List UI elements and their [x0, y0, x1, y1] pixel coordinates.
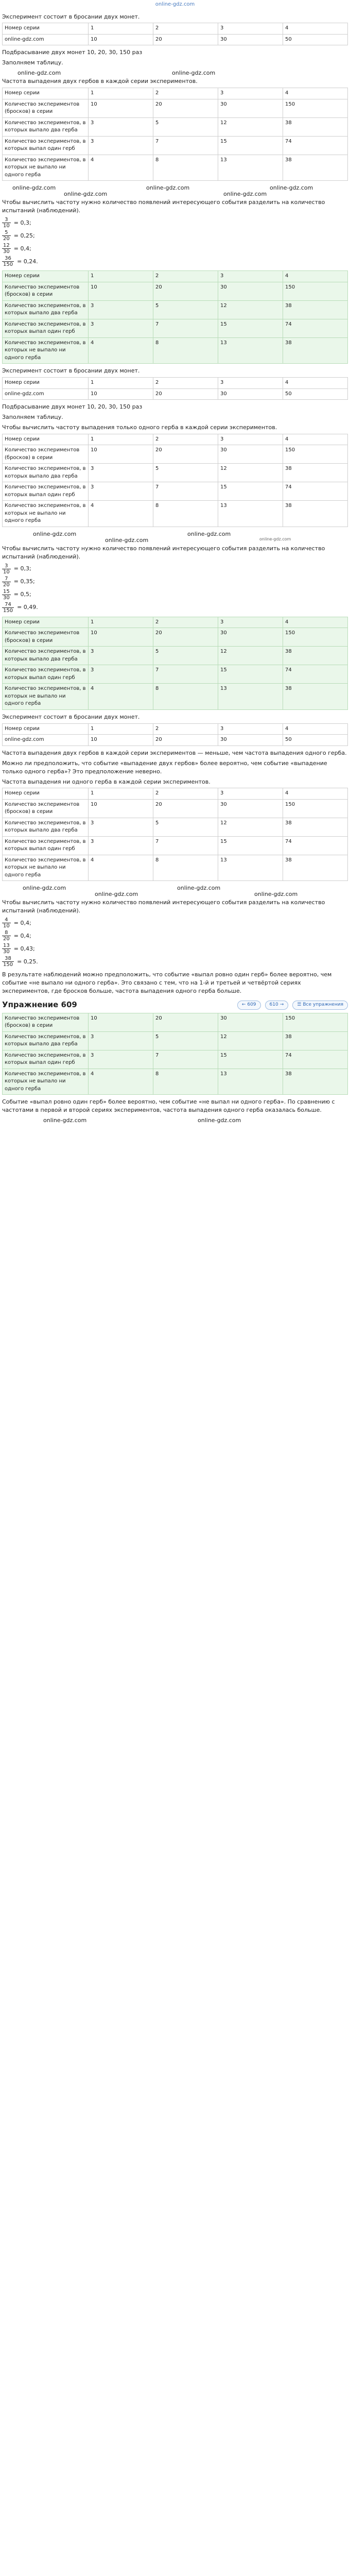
fraction-result: = 0,4;: [13, 932, 31, 939]
table-header: Номер серии: [3, 271, 89, 282]
table-cell: 2: [153, 434, 218, 445]
table-row-label: Количество экспериментов, в которых не выпало ни одного герба: [3, 337, 89, 364]
table-cell: 74: [283, 665, 347, 684]
table-cell: 13: [218, 337, 283, 364]
table-cell: 38: [283, 1069, 347, 1095]
table-cell: 5: [153, 818, 218, 836]
data-table-a: [2, 88, 348, 181]
table-cell: 38: [283, 1031, 347, 1050]
calc-text: Чтобы вычислить частоту нужно количество появлений интересующего события разделить на количество испытаний (наблюдений).: [2, 545, 325, 560]
table-cell: 10: [88, 799, 153, 818]
table-cell: 13: [218, 155, 283, 181]
watermark: online-gdz.com: [223, 191, 267, 198]
table-cell: 38: [283, 684, 347, 710]
section-text: Эксперимент состоит в бросании двух монет.: [2, 367, 140, 375]
table-header: Номер серии: [3, 434, 89, 445]
table-cell: 1: [88, 788, 153, 800]
table-cell: 3: [88, 818, 153, 836]
table-cell: 20: [153, 34, 218, 45]
fraction-result: = 0,3;: [13, 565, 31, 572]
table-cell: 74: [283, 482, 347, 501]
table-cell: 3: [88, 836, 153, 855]
table-cell: 150: [283, 628, 347, 647]
list-icon: ☰: [297, 1002, 302, 1008]
table-cell: 150: [283, 99, 347, 117]
data-table-d: [2, 617, 348, 710]
table-cell: 3: [88, 117, 153, 136]
table-cell: 3: [218, 617, 283, 628]
table-cell: 30: [218, 445, 283, 464]
table-cell: 1: [88, 271, 153, 282]
caption: Подбрасывание двух монет 10, 20, 30, 150 раз: [2, 49, 143, 56]
table-cell: 1: [88, 378, 153, 389]
table-cell: 8: [153, 855, 218, 881]
section-text: Заполняем таблицу.: [2, 414, 63, 420]
table-cell: 20: [153, 445, 218, 464]
table-cell: 4: [283, 88, 347, 99]
table-cell: 3: [88, 1031, 153, 1050]
table-cell: 12: [218, 300, 283, 319]
table-cell: 13: [218, 501, 283, 527]
table-row-label: online-gdz.com: [3, 735, 89, 746]
table-cell: 3: [88, 665, 153, 684]
table-cell: 2: [153, 723, 218, 735]
watermark: online-gdz.com: [259, 536, 291, 541]
table-cell: 5: [153, 464, 218, 482]
fraction: $\frac{74}{150}$: [3, 601, 13, 614]
table-row-label: Количество экспериментов, в которых не выпало ни одного герба: [3, 855, 89, 881]
table-cell: 3: [88, 319, 153, 337]
table-cell: 30: [218, 735, 283, 746]
table-cell: 38: [283, 300, 347, 319]
table-cell: 3: [218, 434, 283, 445]
fraction-list-no-head: [2, 917, 348, 968]
table-cell: 3: [88, 1050, 153, 1069]
watermark: online-gdz.com: [270, 184, 313, 192]
table-cell: 4: [88, 855, 153, 881]
table-cell: 20: [153, 628, 218, 647]
table-cell: 4: [88, 337, 153, 364]
table-cell: 4: [283, 617, 347, 628]
table-cell: 8: [153, 684, 218, 710]
table-cell: 13: [218, 855, 283, 881]
table-cell: 38: [283, 117, 347, 136]
table-cell: 20: [153, 282, 218, 300]
table-header: Номер серии: [3, 617, 89, 628]
table-cell: 30: [218, 1013, 283, 1031]
next-exercise-button[interactable]: 610 →: [265, 1001, 289, 1009]
table-row-label: Количество экспериментов, в которых не выпало ни одного герба: [3, 684, 89, 710]
table-cell: 2: [153, 378, 218, 389]
intro-text: Эксперимент состоит в бросании двух монет.: [2, 13, 140, 20]
table-row-label: Количество экспериментов, в которых выпал один герб: [3, 482, 89, 501]
table-cell: 1: [88, 23, 153, 35]
table-cell: 7: [153, 1050, 218, 1069]
watermark: online-gdz.com: [254, 891, 298, 898]
fraction: $\frac{4}{10}$: [3, 917, 10, 929]
table-cell: 12: [218, 1031, 283, 1050]
section-text: Эксперимент состоит в бросании двух монет.: [2, 713, 140, 720]
conclusion-text: В результате наблюдений можно предположить, что событие «выпал ровно один герб» более вероятно, чем событие «не выпало ни одного герба». Это связано с тем, что на 1-й и третьей и четвёртой сериях экспериментов, где бросков больше, частота выпадения одного герба больше.: [2, 971, 332, 995]
table-row-label: Количество экспериментов (бросков) в серии: [3, 445, 89, 464]
watermark: online-gdz.com: [64, 191, 108, 198]
table-row-label: Количество экспериментов, в которых выпало два герба: [3, 464, 89, 482]
table-row-label: Количество экспериментов (бросков) в серии: [3, 628, 89, 647]
table-cell: 1: [88, 723, 153, 735]
table-cell: 4: [283, 271, 347, 282]
table-cell: 10: [88, 388, 153, 400]
table-cell: 74: [283, 319, 347, 337]
table-cell: 15: [218, 482, 283, 501]
fraction-result: = 0,3;: [13, 219, 31, 226]
table-cell: 150: [283, 799, 347, 818]
table-row-label: Количество экспериментов, в которых выпал один герб: [3, 665, 89, 684]
fraction-list-one-head: [2, 563, 348, 614]
table-row-label: Количество экспериментов, в которых выпало два герба: [3, 117, 89, 136]
table-cell: 1: [88, 434, 153, 445]
exercise-title: Упражнение 609: [2, 1000, 77, 1010]
watermark: online-gdz.com: [177, 885, 221, 892]
watermark: online-gdz.com: [146, 184, 190, 192]
fraction-result: = 0,25.: [17, 958, 38, 965]
table-cell: 150: [283, 1013, 347, 1031]
table-cell: 12: [218, 647, 283, 665]
table-cell: 3: [218, 271, 283, 282]
calc-text: Чтобы вычислить частоту выпадения только одного герба в каждой серии экспериментов.: [2, 423, 277, 431]
table-cell: 50: [283, 34, 347, 45]
table-cell: 7: [153, 836, 218, 855]
section-text: Заполняем таблицу.: [2, 59, 63, 66]
fraction: $\frac{38}{150}$: [3, 956, 13, 968]
fraction-result: = 0,5;: [13, 591, 31, 598]
calc-text: Чтобы вычислить частоту нужно количество появлений интересующего события разделить на количество испытаний (наблюдений).: [2, 199, 325, 214]
table-cell: 7: [153, 136, 218, 155]
table-row-label: Номер серии: [3, 378, 89, 389]
prev-exercise-button[interactable]: ← 609: [237, 1001, 261, 1009]
table-cell: 5: [153, 300, 218, 319]
table-row-label: online-gdz.com: [3, 34, 89, 45]
table-cell: 50: [283, 735, 347, 746]
table-row-label: Количество экспериментов, в которых выпал один герб: [3, 136, 89, 155]
table-cell: 30: [218, 99, 283, 117]
table-cell: 10: [88, 735, 153, 746]
series-table-2: [2, 377, 348, 400]
fraction-result: = 0,4;: [13, 919, 31, 926]
table-cell: 10: [88, 34, 153, 45]
table-row-label: Количество экспериментов (бросков) в серии: [3, 282, 89, 300]
table-cell: 38: [283, 337, 347, 364]
table-cell: 4: [283, 23, 347, 35]
table-cell: 3: [218, 23, 283, 35]
table-cell: 38: [283, 647, 347, 665]
table-cell: 3: [88, 300, 153, 319]
table-cell: 20: [153, 99, 218, 117]
table-cell: 30: [218, 628, 283, 647]
table-cell: 2: [153, 88, 218, 99]
table-cell: 12: [218, 117, 283, 136]
data-table-e: [2, 788, 348, 881]
fraction: $\frac{3}{10}$: [3, 563, 10, 575]
table-cell: 5: [153, 1031, 218, 1050]
caption: Подбрасывание двух монет 10, 20, 30, 150 раз: [2, 403, 143, 411]
table-row-label: Количество экспериментов, в которых не выпало ни одного герба: [3, 1069, 89, 1095]
table-row-label: Количество экспериментов, в которых выпало два герба: [3, 300, 89, 319]
table-row-label: Количество экспериментов, в которых выпало два герба: [3, 647, 89, 665]
table-cell: 10: [88, 445, 153, 464]
table-row-label: Количество экспериментов, в которых выпал один герб: [3, 1050, 89, 1069]
table-cell: 1: [88, 617, 153, 628]
table-cell: 8: [153, 337, 218, 364]
table-cell: 4: [283, 434, 347, 445]
table-cell: 5: [153, 647, 218, 665]
table-cell: 4: [88, 684, 153, 710]
table-row-label: Количество экспериментов, в которых выпал один герб: [3, 836, 89, 855]
watermark: online-gdz.com: [198, 1117, 241, 1124]
table-cell: 30: [218, 282, 283, 300]
fraction: $\frac{15}{30}$: [3, 588, 10, 601]
watermark: online-gdz.com: [18, 70, 61, 77]
fraction-result: = 0,49.: [17, 604, 38, 611]
table-cell: 3: [88, 482, 153, 501]
table-cell: 3: [218, 378, 283, 389]
hypothesis-text: Можно ли предположить, что событие «выпадение двух гербов» более вероятно, чем событие «выпадение только одного герба»? Это предположение неверно.: [2, 759, 327, 775]
table-cell: 3: [218, 88, 283, 99]
table-cell: 5: [153, 117, 218, 136]
table-cell: 2: [153, 23, 218, 35]
table-cell: 4: [88, 155, 153, 181]
fraction-result: = 0,24.: [17, 258, 38, 265]
table-cell: 2: [153, 788, 218, 800]
arrow-right-icon: →: [279, 1002, 284, 1008]
table-row-label: Номер серии: [3, 723, 89, 735]
table-cell: 30: [218, 799, 283, 818]
all-exercises-button[interactable]: ☰ Все упражнения: [292, 1001, 348, 1009]
fraction: $\frac{7}{20}$: [3, 575, 10, 588]
table-cell: 150: [283, 282, 347, 300]
watermark: online-gdz.com: [172, 70, 216, 77]
table-cell: 8: [153, 501, 218, 527]
fraction-result: = 0,4;: [13, 245, 31, 252]
table-cell: 20: [153, 388, 218, 400]
table-cell: 7: [153, 482, 218, 501]
table-cell: 30: [218, 388, 283, 400]
table-cell: 4: [283, 788, 347, 800]
table-cell: 74: [283, 136, 347, 155]
calc-text: Частота выпадения ни одного герба в каждой серии экспериментов.: [2, 778, 211, 785]
table-cell: 7: [153, 665, 218, 684]
table-cell: 15: [218, 136, 283, 155]
table-cell: 15: [218, 319, 283, 337]
fraction: $\frac{8}{20}$: [3, 930, 10, 942]
watermark: online-gdz.com: [33, 530, 77, 537]
table-cell: 4: [283, 378, 347, 389]
table-cell: 15: [218, 1050, 283, 1069]
table-cell: 2: [153, 617, 218, 628]
calc-text: Чтобы вычислить частоту нужно количество появлений интересующего события разделить на количество испытаний (наблюдений).: [2, 899, 325, 914]
table-cell: 10: [88, 282, 153, 300]
watermark: online-gdz.com: [105, 536, 149, 544]
table-row-label: Количество экспериментов (бросков) в серии: [3, 99, 89, 117]
table-cell: 4: [283, 723, 347, 735]
exercise-nav: [2, 999, 348, 1011]
table-cell: 3: [218, 723, 283, 735]
table-cell: 20: [153, 799, 218, 818]
page: [0, 0, 350, 1123]
table-row-label: Количество экспериментов, в которых выпал один герб: [3, 319, 89, 337]
table-cell: 74: [283, 1050, 347, 1069]
table-row-label: Номер серии: [3, 23, 89, 35]
table-cell: 8: [153, 155, 218, 181]
watermark: online-gdz.com: [12, 184, 56, 192]
fraction: $\frac{36}{150}$: [3, 256, 13, 268]
fraction-list-two-heads: [2, 217, 348, 267]
table-row-label: Количество экспериментов, в которых выпало два герба: [3, 818, 89, 836]
final-text: Событие «выпал ровно один герб» более вероятно, чем событие «не выпал ни одного герба». По сравнению с частотами в первой и второй сериях экспериментов, частота выпадения одного герба оказалась больше.: [2, 1098, 335, 1114]
series-table-1: [2, 23, 348, 45]
table-cell: 8: [153, 1069, 218, 1095]
watermark: online-gdz.com: [43, 1117, 87, 1124]
table-cell: 10: [88, 1013, 153, 1031]
data-table-b: [2, 270, 348, 364]
table-cell: 13: [218, 1069, 283, 1095]
table-row-label: Количество экспериментов, в которых не выпало ни одного герба: [3, 155, 89, 181]
table-row-label: Количество экспериментов, в которых не выпало ни одного герба: [3, 501, 89, 527]
site-header-link[interactable]: online-gdz.com: [155, 2, 195, 7]
table-cell: 10: [88, 628, 153, 647]
watermark: online-gdz.com: [23, 885, 66, 892]
series-table-3: [2, 723, 348, 746]
fraction: $\frac{3}{10}$: [3, 217, 10, 229]
table-cell: 3: [88, 464, 153, 482]
table-cell: 38: [283, 501, 347, 527]
table-cell: 38: [283, 818, 347, 836]
fraction-result: = 0,25;: [13, 232, 35, 239]
table-cell: 38: [283, 855, 347, 881]
table-cell: 4: [88, 501, 153, 527]
table-cell: 38: [283, 464, 347, 482]
data-table-c: [2, 434, 348, 527]
table-cell: 4: [88, 1069, 153, 1095]
table-cell: 150: [283, 445, 347, 464]
data-table-f: [2, 1013, 348, 1095]
table-cell: 1: [88, 88, 153, 99]
table-cell: 38: [283, 155, 347, 181]
table-cell: 10: [88, 99, 153, 117]
table-cell: 3: [218, 788, 283, 800]
fraction-result: = 0,43;: [13, 945, 35, 952]
table-cell: 20: [153, 1013, 218, 1031]
table-cell: 15: [218, 836, 283, 855]
table-cell: 3: [88, 647, 153, 665]
table-header: Номер серии: [3, 788, 89, 800]
fraction: $\frac{12}{30}$: [3, 243, 10, 255]
table-cell: 50: [283, 388, 347, 400]
table-cell: 20: [153, 735, 218, 746]
table-cell: 12: [218, 818, 283, 836]
table-row-label: Количество экспериментов (бросков) в серии: [3, 799, 89, 818]
arrow-left-icon: ←: [241, 1002, 246, 1008]
observation-text: Частота выпадения двух гербов в каждой серии экспериментов — меньше, чем частота выпадения одного герба.: [2, 749, 347, 756]
table-cell: 13: [218, 684, 283, 710]
table-row-label: Количество экспериментов, в которых выпало два герба: [3, 1031, 89, 1050]
watermark: online-gdz.com: [95, 891, 138, 898]
table-cell: 15: [218, 665, 283, 684]
table-header: Номер серии: [3, 88, 89, 99]
watermark: online-gdz.com: [187, 530, 231, 537]
fraction-result: = 0,35;: [13, 578, 35, 585]
table-cell: 12: [218, 464, 283, 482]
table-row-label: online-gdz.com: [3, 388, 89, 400]
table-cell: 3: [88, 136, 153, 155]
fraction: $\frac{5}{20}$: [3, 230, 10, 242]
table-cell: 7: [153, 319, 218, 337]
fraction: $\frac{13}{30}$: [3, 943, 10, 955]
table-cell: 30: [218, 34, 283, 45]
table-row-label: Количество экспериментов (бросков) в серии: [3, 1013, 89, 1031]
section-caption: Частота выпадения двух гербов в каждой серии экспериментов.: [2, 78, 198, 85]
table-cell: 74: [283, 836, 347, 855]
table-cell: 2: [153, 271, 218, 282]
